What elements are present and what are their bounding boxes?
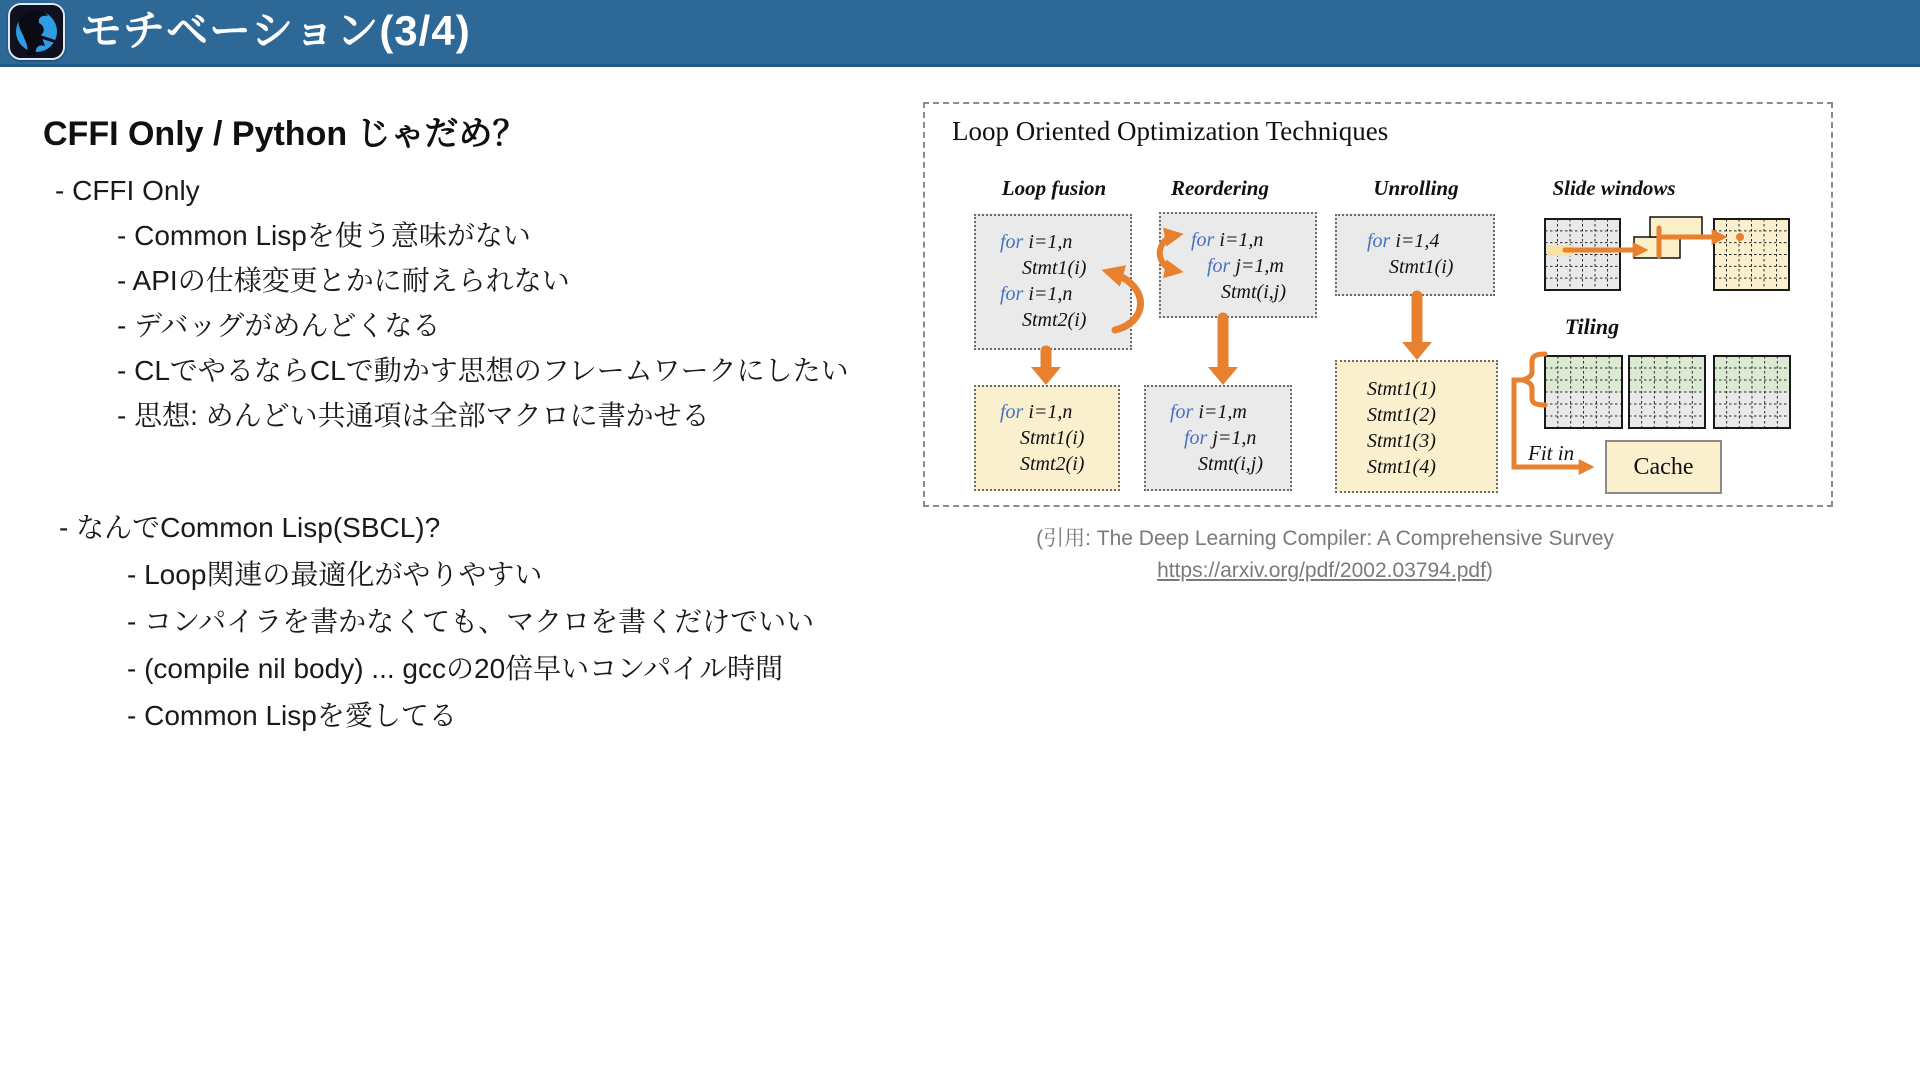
code-box-unroll-bottom [1335, 360, 1498, 493]
list-item: - CLでやるならCLで動かす思想のフレームワークにしたい [117, 355, 849, 386]
code-box-reorder-bottom [1144, 385, 1292, 491]
code-line: Stmt2(i) [1022, 309, 1087, 331]
citation-text: (引用: The Deep Learning Compiler: A Comprehensive Survey [1036, 527, 1614, 550]
list-item: - APIの仕様変更とかに耐えられない [117, 265, 570, 296]
list-item: - Common Lispを愛してる [127, 700, 457, 731]
column-header: Unrolling [1373, 176, 1459, 200]
matrix-grid [1714, 219, 1789, 290]
column-header: Slide windows [1552, 176, 1676, 200]
column-header: Reordering [1170, 176, 1269, 200]
code-line: Stmt2(i) [1020, 453, 1085, 475]
code-line: for j=1,n [1184, 427, 1257, 449]
code-line: Stmt1(3) [1367, 430, 1436, 452]
list-item: - 思想: めんどい共通項は全部マクロに書かせる [117, 400, 710, 431]
list-item: - デバッグがめんどくなる [117, 310, 441, 341]
loop-optimization-figure [923, 102, 1833, 507]
code-box-reorder-top [1159, 212, 1317, 318]
bullet-group-why-cl [59, 504, 814, 739]
figure-title: Loop Oriented Optimization Techniques [952, 116, 1389, 146]
citation [870, 522, 1780, 583]
code-line: Stmt(i,j) [1221, 281, 1286, 303]
matrix-grid [1714, 356, 1790, 428]
fit-in-label: Fit in [1528, 441, 1575, 465]
matrix-grid [1629, 356, 1705, 428]
code-line: for i=1,n [1000, 401, 1073, 423]
code-line: for i=1,n [1000, 283, 1073, 305]
tiling-label: Tiling [1564, 314, 1620, 339]
list-item: - なんでCommon Lisp(SBCL)? [59, 512, 441, 543]
column-header: Loop fusion [1001, 176, 1107, 200]
code-line: Stmt1(i) [1022, 257, 1087, 279]
matrix-grid [1545, 356, 1622, 428]
code-line: Stmt1(i) [1389, 256, 1454, 278]
code-box-unroll-top [1335, 214, 1495, 296]
list-item: - CFFI Only [55, 175, 200, 206]
citation-url-link[interactable]: https://arxiv.org/pdf/2002.03794.pdf [1157, 559, 1486, 582]
bullet-group-cffi [55, 168, 849, 438]
code-line: for i=1,n [1191, 229, 1264, 251]
code-line: Stmt(i,j) [1198, 453, 1263, 475]
slide-window-shape [1547, 217, 1702, 258]
list-item: - コンパイラを書かなくても、マクロを書くだけでいい [127, 606, 815, 637]
citation-close-paren: ) [1485, 559, 1493, 582]
matrix-grid [1545, 219, 1620, 290]
code-line: Stmt1(i) [1020, 427, 1085, 449]
code-box-fusion-bottom [974, 385, 1120, 491]
section-heading: CFFI Only / Python じゃだめ？ [43, 115, 527, 153]
code-box-fusion-top [974, 214, 1132, 350]
cache-box: Cache [1605, 440, 1722, 494]
code-line: for i=1,n [1000, 231, 1073, 253]
code-line: for j=1,m [1207, 255, 1284, 277]
app-logo-icon [8, 3, 65, 60]
code-line: for i=1,4 [1367, 230, 1440, 252]
code-line: Stmt1(2) [1367, 404, 1436, 426]
code-line: Stmt1(4) [1367, 456, 1436, 478]
code-line: Stmt1(1) [1367, 378, 1436, 400]
list-item: - Loop関連の最適化がやりやすい [127, 559, 543, 590]
list-item: - Common Lispを使う意味がない [117, 220, 531, 251]
header-bar [0, 0, 1920, 67]
citation-link-line [870, 559, 1780, 583]
code-line: for i=1,m [1170, 401, 1247, 423]
list-item: - (compile nil body) ... gccの20倍早いコンパイル時間 [127, 653, 784, 684]
slide-title: モチベーション(3/4) [80, 7, 471, 54]
